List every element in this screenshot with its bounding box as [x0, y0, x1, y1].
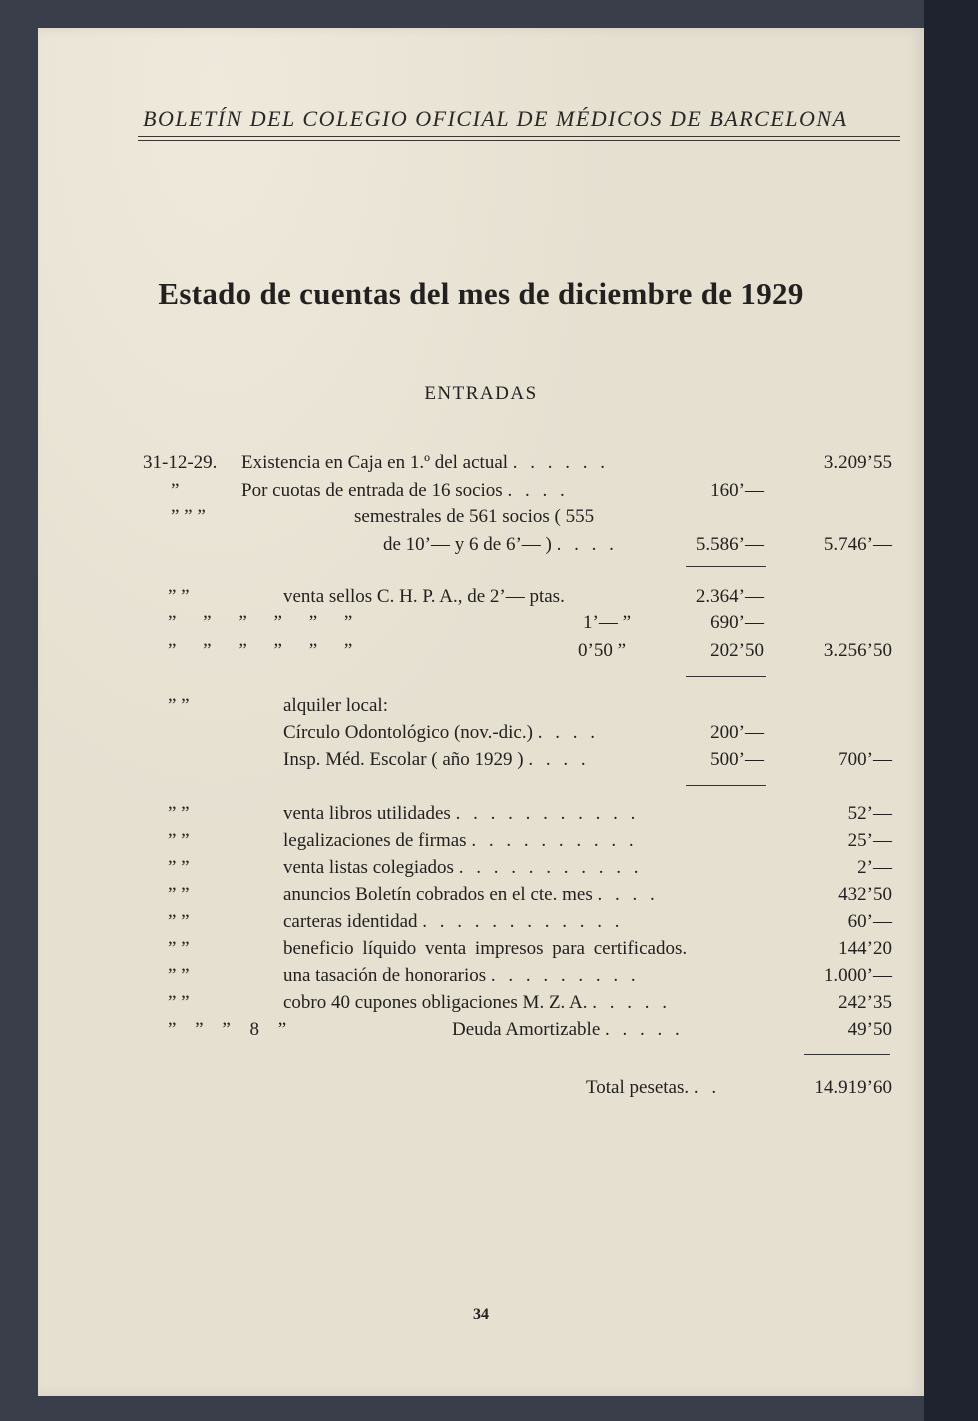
row-description: carteras identidad . . . . . . . . . . . .: [283, 911, 624, 932]
total-rule: [804, 1054, 890, 1055]
row-amount: 200’—: [710, 722, 764, 743]
total-value: 14.919’60: [814, 1077, 892, 1098]
ditto-marks: ” ”: [168, 695, 190, 716]
ditto-marks: ”: [171, 480, 180, 501]
row-description: Círculo Odontológico (nov.-dic.) . . . .: [283, 722, 599, 743]
row-description: venta libros utilidades . . . . . . . . . . .: [283, 803, 640, 824]
binding-spine: [924, 0, 978, 1421]
row-description: venta sellos C. H. P. A., de 2’— ptas.: [283, 586, 565, 607]
row-description: alquiler local:: [283, 695, 388, 716]
header-rule: [138, 140, 900, 141]
row-total-amount: 1.000’—: [823, 965, 892, 986]
row-description: Insp. Méd. Escolar ( año 1929 ) . . . .: [283, 749, 590, 770]
running-header: BOLETÍN DEL COLEGIO OFICIAL DE MÉDICOS DE BARCELONA: [143, 106, 848, 131]
section-heading: ENTRADAS: [424, 383, 538, 404]
row-total-amount: 2’—: [857, 857, 892, 878]
row-total-amount: 3.256’50: [823, 640, 892, 661]
row-description: cobro 40 cupones obligaciones M. Z. A. . . . . .: [283, 992, 671, 1013]
row-amount: 202’50: [710, 640, 764, 661]
row-amount: 500’—: [710, 749, 764, 770]
row-description: semestrales de 561 socios ( 555: [354, 506, 595, 527]
row-total-amount: 144’20: [838, 938, 892, 959]
ditto-marks: ” ”: [168, 830, 190, 851]
row-description: beneficio líquido venta impresos para certificados.: [283, 938, 688, 959]
ditto-marks: ” ” ” ” ” ”: [168, 640, 353, 661]
row-description: 1’— ”: [583, 612, 632, 633]
row-amount: 5.586’—: [695, 534, 764, 555]
row-description: venta listas colegiados . . . . . . . . . . .: [283, 857, 643, 878]
row-total-amount: 52’—: [847, 803, 892, 824]
ditto-marks: ” ” ”: [171, 506, 206, 527]
ditto-marks: ” ”: [168, 586, 190, 607]
ditto-marks: ” ”: [168, 857, 190, 878]
page-number: 34: [473, 1306, 489, 1323]
row-description: Existencia en Caja en 1.º del actual . . . . . .: [241, 452, 610, 473]
total-label: Total pesetas. . .: [586, 1077, 721, 1098]
row-description: de 10’— y 6 de 6’— ) . . . .: [383, 534, 618, 555]
subtotal-rule: [686, 785, 766, 786]
row-amount: 160’—: [710, 480, 764, 501]
page-title: Estado de cuentas del mes de diciembre de 1929: [158, 276, 804, 311]
subtotal-rule: [686, 566, 766, 567]
row-total-amount: 25’—: [847, 830, 892, 851]
ditto-marks: ” ”: [168, 992, 190, 1013]
ditto-marks: ” ” ” 8 ”: [168, 1019, 287, 1040]
row-total-amount: 60’—: [847, 911, 892, 932]
ditto-marks: ” ” ” ” ” ”: [168, 612, 353, 633]
row-total-amount: 432’50: [838, 884, 892, 905]
ditto-marks: ” ”: [168, 803, 190, 824]
row-total-amount: 49’50: [847, 1019, 892, 1040]
ditto-marks: ” ”: [168, 938, 190, 959]
row-description: Deuda Amortizable . . . . .: [452, 1019, 684, 1040]
document-page: [38, 28, 924, 1396]
row-description: Por cuotas de entrada de 16 socios . . . .: [241, 480, 569, 501]
subtotal-rule: [686, 676, 766, 677]
row-total-amount: 5.746’—: [823, 534, 892, 555]
ditto-marks: ” ”: [168, 965, 190, 986]
row-total-amount: 242’35: [838, 992, 892, 1013]
row-date: 31-12-29.: [143, 452, 218, 473]
ditto-marks: ” ”: [168, 884, 190, 905]
row-description: legalizaciones de firmas . . . . . . . . . .: [283, 830, 638, 851]
row-amount: 2.364’—: [695, 586, 764, 607]
row-total-amount: 700’—: [838, 749, 892, 770]
row-total-amount: 3.209’55: [823, 452, 892, 473]
row-description: anuncios Boletín cobrados en el cte. mes . . . .: [283, 884, 659, 905]
row-description: 0’50 ”: [578, 640, 627, 661]
row-description: una tasación de honorarios . . . . . . . . .: [283, 965, 640, 986]
ditto-marks: ” ”: [168, 911, 190, 932]
header-rule: [138, 136, 900, 137]
row-amount: 690’—: [710, 612, 764, 633]
